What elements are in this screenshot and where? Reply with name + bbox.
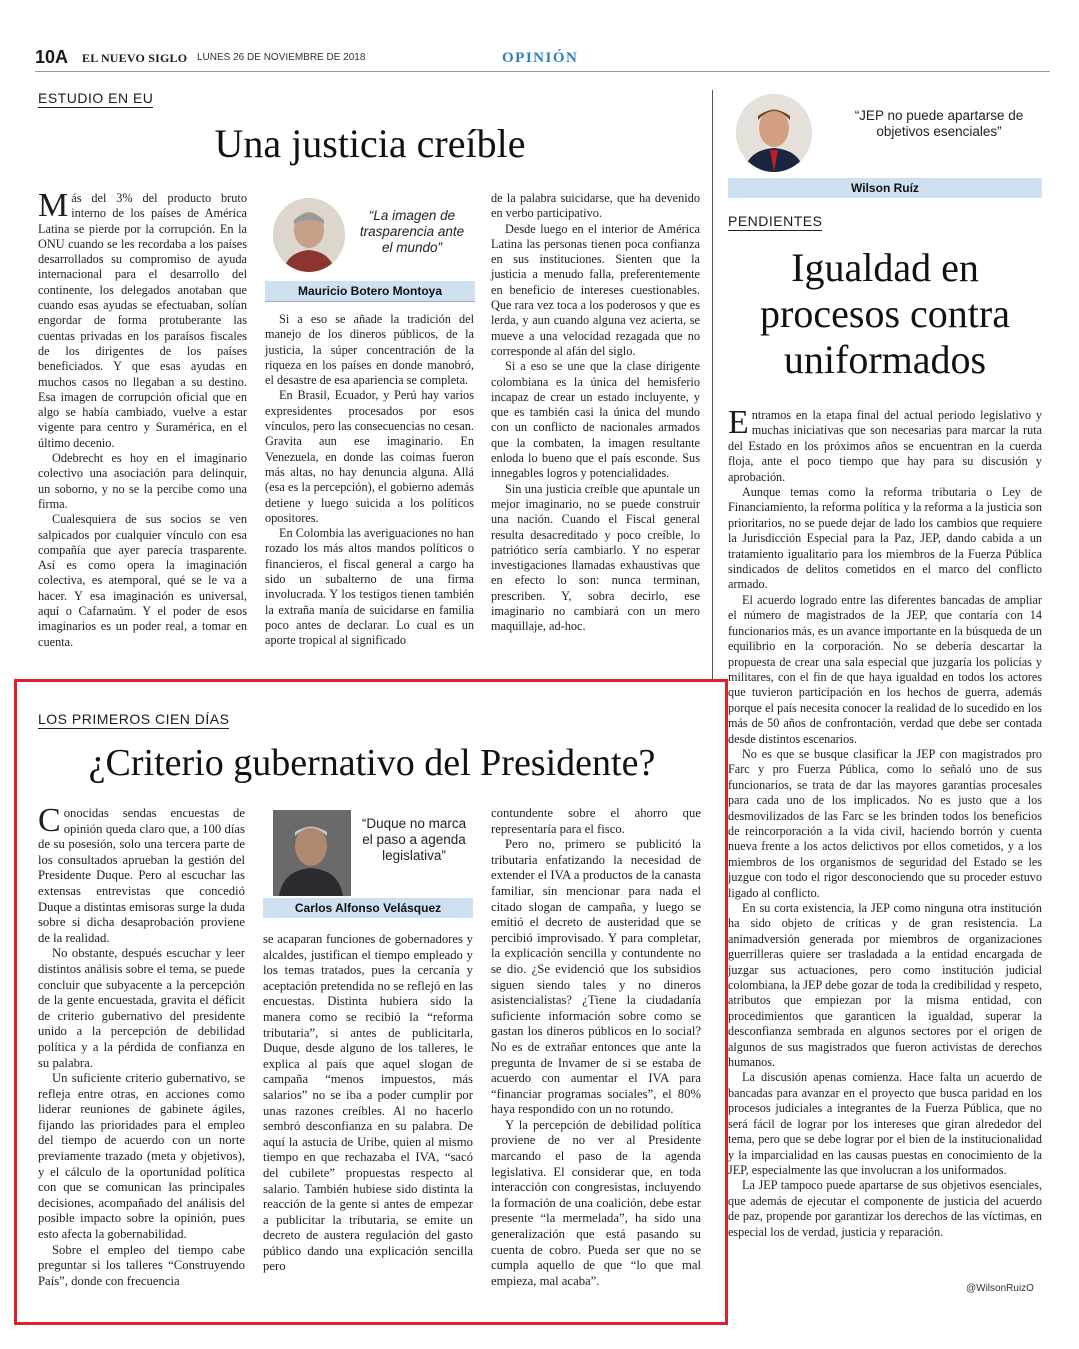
article1-column-1 [38,187,247,650]
article2-paragraph: Un suficiente criterio gubernativo, se refleja entre otras, en acciones como liderar reuniones de gabinete ágiles, fijando las prioridades para el empleo del tiempo de acuerdo con un norte previamente trazado (meta y objetivos), y el cálculo de la oportunidad política con que se comunican las principales decisiones, acompañado del análisis del posible impacto sobre la opinión, pues esto afecta la gobernabilidad. [38,1071,245,1242]
article1-paragraph: En Brasil, Ecuador, y Perú hay varios expresidentes procesados por esos vínculos, pero las consecuencias no cesan. Gravita aun ese imaginario. En Venezuela, en donde las coimas fueron más altas, no hay denuncia alguna. Allá (esa es la percepción), el gobierno además detiene y luego suicida a los políticos opositores. [265,388,474,525]
article1-paragraph: Si a eso se une que la clase dirigente colombiana es la única del hemisferio incapaz de crear un estado incluyente, y que es también casi la única del mundo con un conflicto de nacionales armados que la combaten, la imagen resultante enloda lo bueno que el país esconde. Sus innegables logros y potencialidades. [491,359,700,481]
article1-paragraph: Desde luego en el interior de América Latina las personas tienen poca confianza en sus instituciones. Sienten que la justicia a menudo falla, preferentemente en beneficio de intereses cuestionables. Que rara vez toca a los poderosos y que es lerda, y aun cuando alguna vez acierta, se mueve a una velocidad rezagada que no corresponde al afán del siglo. [491,221,700,358]
article2-paragraph: contundente sobre el ahorro que representaría para el fisco. [491,806,701,836]
article1-paragraph: de la palabra suicidarse, que ha devenido en verbo participativo. [491,191,700,221]
article2-author-box [263,806,473,918]
article1-paragraph: Odebrecht es hoy en el imaginario colectivo una asociación para delinquir, un soborno, y no se la percibe como una firma. [38,451,247,511]
article2-paragraph: No obstante, después escuchar y leer distintos análisis sobre el tema, se puede concluir que subyacente a la percepción de la gente encuestada, gravita el déficit de criterio gubernativo del presidente unido a la percepción de debilidad política y a la pérdida de confianza en su palabra. [38,946,245,1070]
article3-pull-quote: “JEP no puede apartarse de objetivos esenciales” [854,108,1024,139]
article2-column-3 [491,806,701,1289]
author-photo [273,198,345,272]
article3-kicker: PENDIENTES [728,213,823,229]
author-portrait-icon [273,810,351,896]
article2-column-2 [263,932,473,1275]
author-portrait-icon [736,94,812,172]
article3-headline-line: Igualdad en [791,245,979,290]
article2-dropcap: C [38,802,61,839]
masthead-rule [35,71,1050,72]
article1-paragraph: Más del 3% del producto bruto interno de los países de América Latina se pierde por la corrupción. En la ONU cuando se les recordaba a los países desarrollados su compromiso de ayuda internacional para el desarrollo del continente, los delegados anotaban que cuando esas ayudas se efectuaban, solían engordar de forma protuberante las cuentas privadas en los paraísos fiscales de los dirigentes de los países beneficiados. Y que esas ayudas en muchos casos no llegaban a su destino. Esa imagen de corrupción oficial que en algo se había cambiado, vuelve a estar vigente para centro y Suramérica, en el último decenio. [38,187,247,450]
article1-paragraph: En Colombia las averiguaciones no han rozado los más altos mandos políticos o financieros, el fiscal general a cargo ha sido un subalterno de una firma involucrada. Y los testigos tienen también la extraña manía de suicidarse en familia poco antes de declarar. Lo cual es un aporte tropical al significado [265,526,474,648]
author-portrait-icon [273,198,345,272]
article1-kicker: ESTUDIO EN EU [38,90,154,106]
issue-date: LUNES 26 DE NOVIEMBRE DE 2018 [197,52,366,63]
author-photo [736,94,812,172]
article3-paragraph: El acuerdo logrado entre las diferentes bancadas de ampliar el número de magistrados de la JEP, que contaría con 14 funcionarios más, es un avance importante en la búsqueda de un equilibrio en la corporación. No se debería descartar la propuesta de crear una sala especial que juzgaría los policías y militares, con el fin de que haya igualdad en todos los actores que tuvieron participación en los hechos de guerra, además porque el país necesita conocer la realidad de lo sucedido en los más de 50 años de confrontación, verdad que debe ser contada desde distintos escenarios. [728,592,1042,746]
article1-paragraph: Sin una justicia creíble que apuntale un mejor imaginario, no se puede construir una nación. Cuando el Fiscal general resulta desacreditado y poco creíble, lo patriótico sería cambiarlo. Y no esperar investigaciones llamadas exhaustivas que en efecto lo son: nunca terminan, prescriben. Y, sobra decirlo, ese imaginario no cambiará con un mero maquillaje, ad-hoc. [491,481,700,634]
article2-headline: ¿Criterio gubernativo del Presidente? [88,742,656,784]
article1-author-name: Mauricio Botero Montoya [265,281,475,301]
article3-headline-line: uniformados [783,337,987,382]
article1-author-box [265,192,475,302]
article1-column-2 [265,312,474,649]
article3-paragraph: La JEP tampoco puede apartarse de sus objetivos esenciales, que además de ejecutar el componente de justicia del acuerdo de paz, propende por garantizar los derechos de las víctimas, en especial los de verdad, justicia y reparación. [728,1178,1042,1239]
article2-paragraph: Sobre el empleo del tiempo cabe preguntar si los talleres “Construyendo País”, donde con frecuencia [38,1242,245,1288]
article3-author-name: Wilson Ruíz [728,178,1042,198]
article2-column-1 [38,802,245,1289]
article3-paragraph: La discusión apenas comienza. Hace falta un acuerdo de bancadas para avanzar en el proyecto que busca paridad en los procesos judiciales a integrantes de la Fuerza Pública, que no será fácil de lograr por los intereses que giran alrededor del tema, pero que se debe lograr por el bien de la institucionalidad y la imparcialidad en las causas puestas en conocimiento de la JEP, especialmente las que involucran a los uniformados. [728,1070,1042,1177]
article2-paragraph: Pero no, primero se publicitó la tributaria enfatizando la necesidad de extender el IVA a productos de la canasta familiar, sin mencionar para nada el citado slogan de campaña, y luego se emitió el decreto de austeridad que se percibió improvisado. Y para completar, la explicación sencilla y contundente no se dio. ¿Se evidenció que los subsidios siguen siendo tales y no dineros asistencialistas? ¿Tiene la ciudadanía suficiente información sobre como se gastan los dineros públicos en lo social? No es de extrañar entonces que ante la pregunta de Invamer de si se estaba de acuerdo con aumentar el IVA para “financiar programas sociales”, el 80% haya respondido con un no rotundo. [491,837,701,1117]
article2-pull-quote: “Duque no marca el paso a agenda legislativa” [361,816,467,863]
article3-headline-line: procesos contra [760,291,1010,336]
article3-paragraph: Entramos en la etapa final del actual periodo legislativo y muchas iniciativas que son necesarias para marcar la ruta del Estado en los próximos años se encuentran en la cuerda floja, ante el poco tiempo que hay para su discusión y aprobación. [728,404,1042,484]
page-number: 10A [35,47,69,67]
author-photo [273,810,351,896]
article2-paragraph: se acaparan funciones de gobernadores y alcaldes, justifican el tiempo empleado y los temas tratados, pues la cercanía y aceptación pretendida no se reflejó en las encuestas. Distinta hubiera sido la manera como se recibió la “reforma tributaria”, si antes de publicitarla, Duque, desde alguno de los talleres, le explica al país que aquel slogan de campaña “menos impuestos, más salarios” no se iba a poder cumplir por unas razones creíbles. Al no hacerlo sembró desconfianza en su palabra. De aquí la astucia de Uribe, quien al mismo tiempo en que rechazaba el IVA, “sacó del cubilete” propuestas respecto al salario. También hubiese sido distinta la reacción de la gente si antes de empezar a publicitar la tributaria, se emite un decreto de austera regulación del gasto público dando una explicación sencilla pero [263,932,473,1274]
article3-body [728,404,1042,1240]
article2-kicker: LOS PRIMEROS CIEN DÍAS [38,711,230,727]
section-title: OPINIÓN [502,50,579,66]
newspaper-name: EL NUEVO SIGLO [82,51,188,65]
masthead [35,47,1050,75]
article3-dropcap: E [728,404,749,441]
article2-paragraph: Y la percepción de debilidad política proviene de no ver al Presidente marcando el paso de la agenda legislativa. El considerar que, en toda interacción con congresistas, incluyendo la formación de una coalición, debe estar presente “la mermelada”, ha sido una generalización que está pasando su cuenta de cobro. Pueda ser que no se cumpla aquello de que “lo que mal empieza, mal acaba”. [491,1117,701,1288]
article3-social-handle: @WilsonRuizO [966,1283,1034,1294]
article2-paragraph: Conocidas sendas encuestas de opinión queda claro que, a 100 días de su posesión, solo una tercera parte de los consultados aprueban la gestión del Presidente Duque. Pero al escuchar las extensas entrevistas que concedió Duque a distintas emisoras surge la duda sobre si dicha desaprobación proviene de la realidad. [38,802,245,945]
article1-paragraph: Cualesquiera de sus socios se ven salpicados por cualquier vínculo con esa compañía que ayer parecía trasparente. Así es como opera la imaginación colectiva, es atemporal, qué se le va a hacer. Y esa imaginación es universal, aquí o Cafarnaúm. Y el poder de esos imaginarios es un poder real, a tomar en cuenta. [38,512,247,649]
article1-dropcap: M [38,187,69,224]
article1-headline: Una justicia creíble [214,121,526,166]
column-divider [712,90,713,680]
article3-headline [728,245,1042,383]
article1-paragraph: Si a eso se añade la tradición del manejo de los dineros públicos, de la justicia, la súper concentración de la riqueza en los países en donde manobró, el desastre de esa apariencia se completa. [265,312,474,388]
article3-author-box [728,90,1042,198]
article1-column-3 [491,191,700,635]
article3-paragraph: Aunque temas como la reforma tributaria o Ley de Financiamiento, la reforma política y la reforma a la justicia son prioritarios, no se puede dejar de lado los cambios que requiere la Jurisdicción Especial para la Paz, JEP, dando cabida a un tratamiento igualitario para los miembros de la Fuerza Pública sindicados de delitos cometidos en el marco del conflicto armado. [728,485,1042,592]
article2-author-name: Carlos Alfonso Velásquez [263,898,473,918]
article3-paragraph: En su corta existencia, la JEP como ninguna otra institución ha sido objeto de críticas y de gran resistencia. La animadversión generada por miembros de organizaciones guerrilleras quiere ser trasladada a la entidad encargada de juzgar sus actuaciones, pero como institución judicial colombiana, la JEP debe gozar de toda la credibilidad y respeto, atributos que empiezan por la misma entidad, con procedimientos que garanticen la igualdad, superar la desconfianza sembrada en algunos sectores por el origen de algunos de sus magistrados que fueron activistas de derechos humanos. [728,901,1042,1070]
article1-pull-quote: “La imagen de trasparencia ante el mundo” [359,208,465,255]
article3-paragraph: No es que se busque clasificar la JEP con magistrados pro Farc y pro Fuerza Pública, como lo señaló uno de sus funcionarios, se trata de dar las mayores garantías procesales para cada uno de los implicados. No es justo que a los desmovilizados de las Farc se les brinden todos los beneficios de reincorporación a la vida civil, haciendo borrón y cuenta nueva frente a los actos delictivos por ellos cometidos, y a los miembros de los organismos de seguridad del Estado se les juzgue con todo el rigor desconociendo que su proceder estuvo ligado al conflicto. [728,746,1042,900]
